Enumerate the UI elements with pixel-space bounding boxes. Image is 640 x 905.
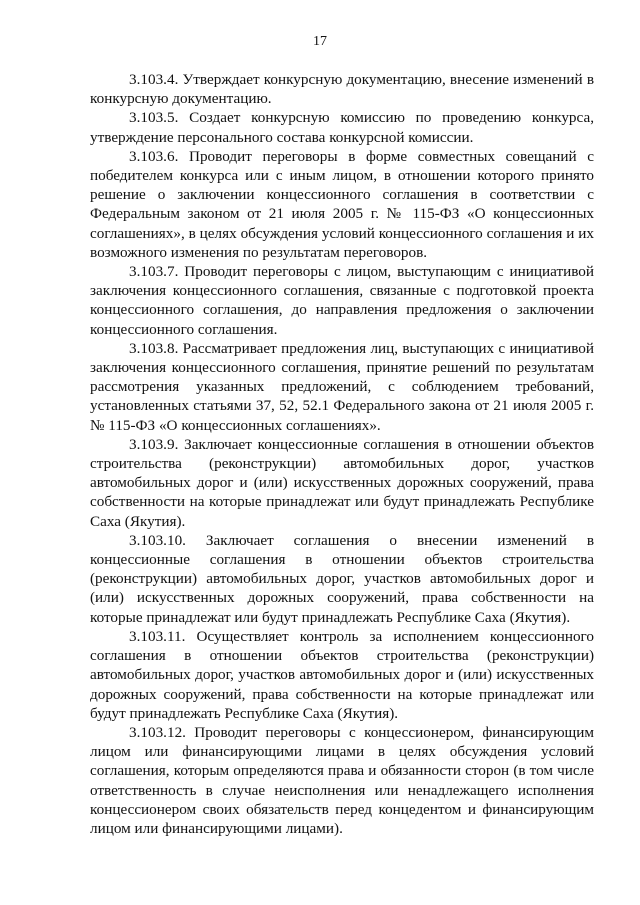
paragraph-3-103-7: 3.103.7. Проводит переговоры с лицом, выступающим с инициативой заключения концессионного соглашения, связанные с подготовкой проекта концессионного соглашения, до направления предложения о заключении концессионного соглашения. bbox=[90, 263, 594, 338]
page-number: 17 bbox=[313, 34, 327, 49]
paragraph-3-103-9: 3.103.9. Заключает концессионные соглашения в отношении объектов строительства (реконструкции) автомобильных дорог, участков автомобильных дорог и (или) искусственных дорожных сооружений, права собственности на которые принадлежат или будут принадлежать Республике Саха (Якутия). bbox=[90, 435, 594, 530]
document-body bbox=[90, 70, 594, 838]
paragraph-3-103-5: 3.103.5. Создает конкурсную комиссию по проведению конкурса, утверждение персонального состава конкурсной комиссии. bbox=[90, 109, 594, 146]
paragraph-3-103-6: 3.103.6. Проводит переговоры в форме совместных совещаний с победителем конкурса или с иным лицом, в отношении которого принято решение о заключении концессионного соглашения в соответствии с Федеральным законом от 21 июля 2005 г. № 115-ФЗ «О концессионных соглашениях», в целях обсуждения условий концессионного соглашения и их возможного изменения по результатам переговоров. bbox=[90, 147, 594, 261]
paragraph-3-103-4: 3.103.4. Утверждает конкурсную документацию, внесение изменений в конкурсную документацию. bbox=[90, 71, 594, 108]
paragraph-3-103-10: 3.103.10. Заключает соглашения о внесении изменений в концессионные соглашения в отношении объектов строительства (реконструкции) автомобильных дорог, участков автомобильных дорог и (или) искусственных дорожных сооружений, права собственности на которые принадлежат или будут принадлежать Республике Саха (Якутия). bbox=[90, 531, 594, 626]
paragraph-3-103-11: 3.103.11. Осуществляет контроль за исполнением концессионного соглашения в отношении объектов строительства (реконструкции) автомобильных дорог, участков автомобильных дорог и (или) искусственных дорожных сооружений, права собственности на которые принадлежат или будут принадлежать Республике Саха (Якутия). bbox=[90, 627, 594, 722]
paragraph-3-103-8: 3.103.8. Рассматривает предложения лиц, выступающих с инициативой заключения концессионного соглашения, принятие решений по результатам рассмотрения указанных предложений, с соблюдением требований, установленных статьями 37, 52, 52.1 Федерального закона от 21 июля 2005 г. № 115-ФЗ «О концессионных соглашениях». bbox=[90, 339, 594, 434]
paragraph-3-103-12: 3.103.12. Проводит переговоры с концессионером, финансирующим лицом или финансирующими лицами в целях обсуждения условий соглашения, которым определяются права и обязанности сторон (в том числе ответственность в случае неисполнения или ненадлежащего исполнения концессионером своих обязательств перед концедентом и финансирующим лицом или финансирующими лицами). bbox=[90, 723, 594, 837]
